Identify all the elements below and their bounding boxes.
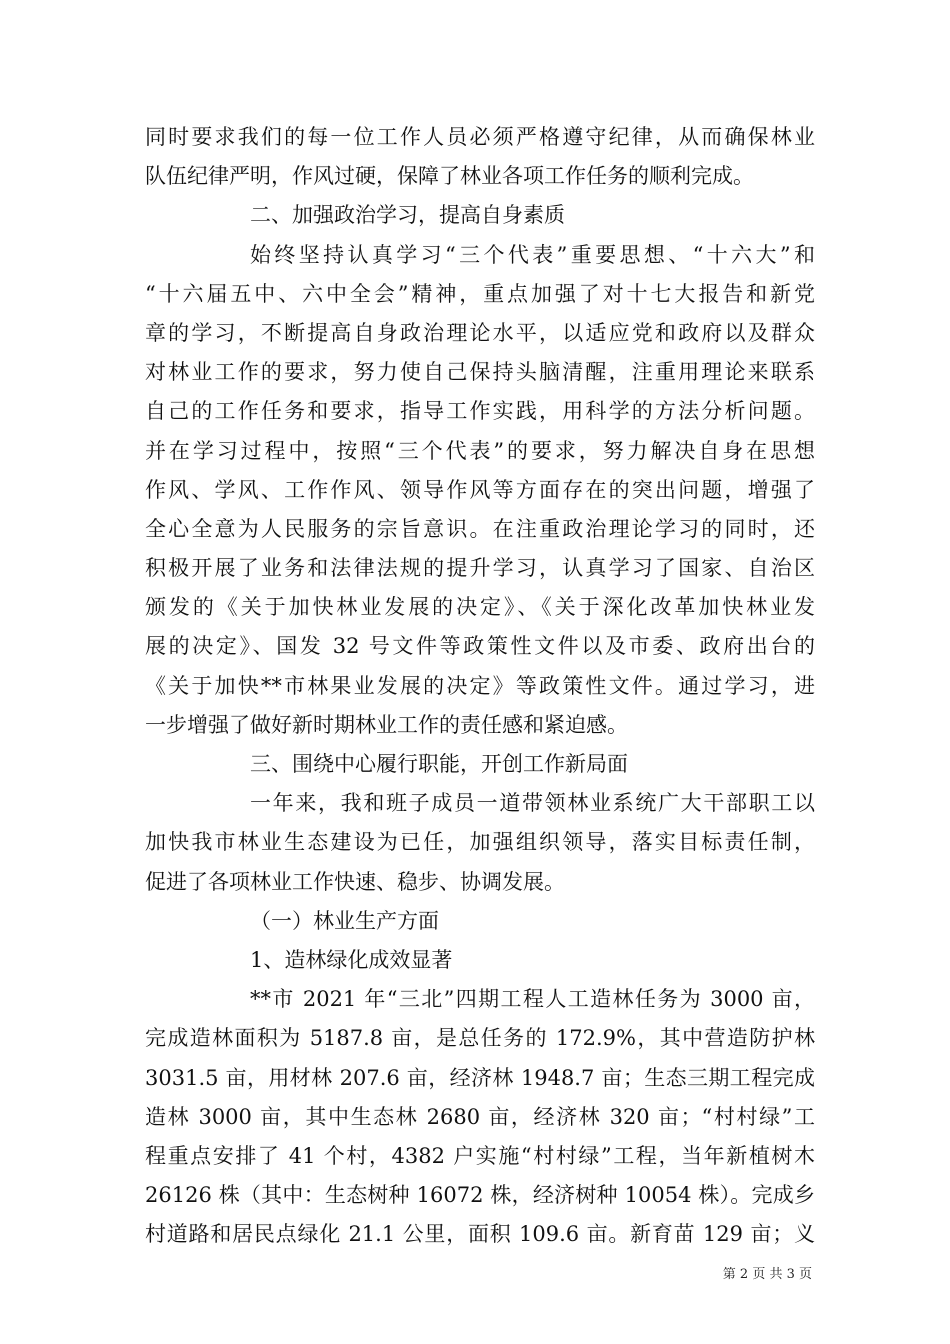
paragraph-line: 全心全意为人民服务的宗旨意识。在注重政治理论学习的同时，还 [145, 516, 815, 541]
subsection-heading: 1、造林绿化成效显著 [250, 947, 453, 972]
paragraph-line: 章的学习，不断提高自身政治理论水平，以适应党和政府以及群众 [145, 320, 815, 345]
paragraph-line: 颁发的《关于加快林业发展的决定》、《关于深化改革加快林业发 [145, 595, 815, 620]
section-heading: 三、围绕中心履行职能，开创工作新局面 [250, 752, 628, 776]
paragraph-line: 同时要求我们的每一位工作人员必须严格遵守纪律，从而确保林业 [145, 125, 815, 149]
paragraph-line: 并在学习过程中，按照“三个代表”的要求，努力解决自身在思想 [145, 438, 815, 463]
paragraph-line: 村道路和居民点绿化 21.1 公里，面积 109.6 亩。新育苗 129 亩；义 [145, 1222, 815, 1247]
paragraph-line: “十六届五中、六中全会”精神，重点加强了对十七大报告和新党 [145, 281, 815, 306]
section-heading: 二、加强政治学习，提高自身素质 [250, 203, 565, 228]
page-number-footer: 第 2 页 共 3 页 [722, 1267, 812, 1282]
paragraph-line: 作风、学风、工作作风、领导作风等方面存在的突出问题，增强了 [145, 477, 815, 502]
paragraph-line: **市 2021 年“三北”四期工程人工造林任务为 3000 亩， [250, 987, 815, 1012]
paragraph-line: 展的决定》、国发 32 号文件等政策性文件以及市委、政府出台的 [145, 634, 815, 659]
subsection-heading: （一）林业生产方面 [250, 908, 439, 933]
paragraph-line: 自己的工作任务和要求，指导工作实践，用科学的方法分析问题。 [145, 399, 815, 424]
paragraph-line: 造林 3000 亩，其中生态林 2680 亩，经济林 320 亩；“村村绿”工 [145, 1104, 815, 1129]
paragraph-line: 加快我市林业生态建设为已任，加强组织领导，落实目标责任制， [145, 830, 815, 855]
paragraph-line: 队伍纪律严明，作风过硬，保障了林业各项工作任务的顺利完成。 [145, 164, 754, 189]
paragraph-line: 一年来，我和班子成员一道带领林业系统广大干部职工以 [250, 791, 815, 816]
paragraph-line: 程重点安排了 41 个村，4382 户实施“村村绿”工程，当年新植树木 [145, 1143, 815, 1168]
paragraph-line: 积极开展了业务和法律法规的提升学习，认真学习了国家、自治区 [145, 556, 815, 581]
body-text [145, 118, 815, 1254]
paragraph-line: 《关于加快**市林果业发展的决定》等政策性文件。通过学习，进 [145, 673, 815, 698]
paragraph-line: 一步增强了做好新时期林业工作的责任感和紧迫感。 [145, 712, 628, 737]
paragraph-line: 完成造林面积为 5187.8 亩，是总任务的 172.9%，其中营造防护林 [145, 1026, 815, 1051]
paragraph-line: 3031.5 亩，用材林 207.6 亩，经济林 1948.7 亩；生态三期工程完成 [145, 1065, 815, 1090]
paragraph-line: 始终坚持认真学习“三个代表”重要思想、“十六大”和 [250, 242, 815, 267]
paragraph-line: 促进了各项林业工作快速、稳步、协调发展。 [145, 869, 565, 894]
paragraph-line: 对林业工作的要求，努力使自己保持头脑清醒，注重用理论来联系 [145, 360, 815, 385]
paragraph-line: 26126 株（其中：生态树种 16072 株，经济树种 10054 株）。完成乡 [145, 1183, 815, 1208]
